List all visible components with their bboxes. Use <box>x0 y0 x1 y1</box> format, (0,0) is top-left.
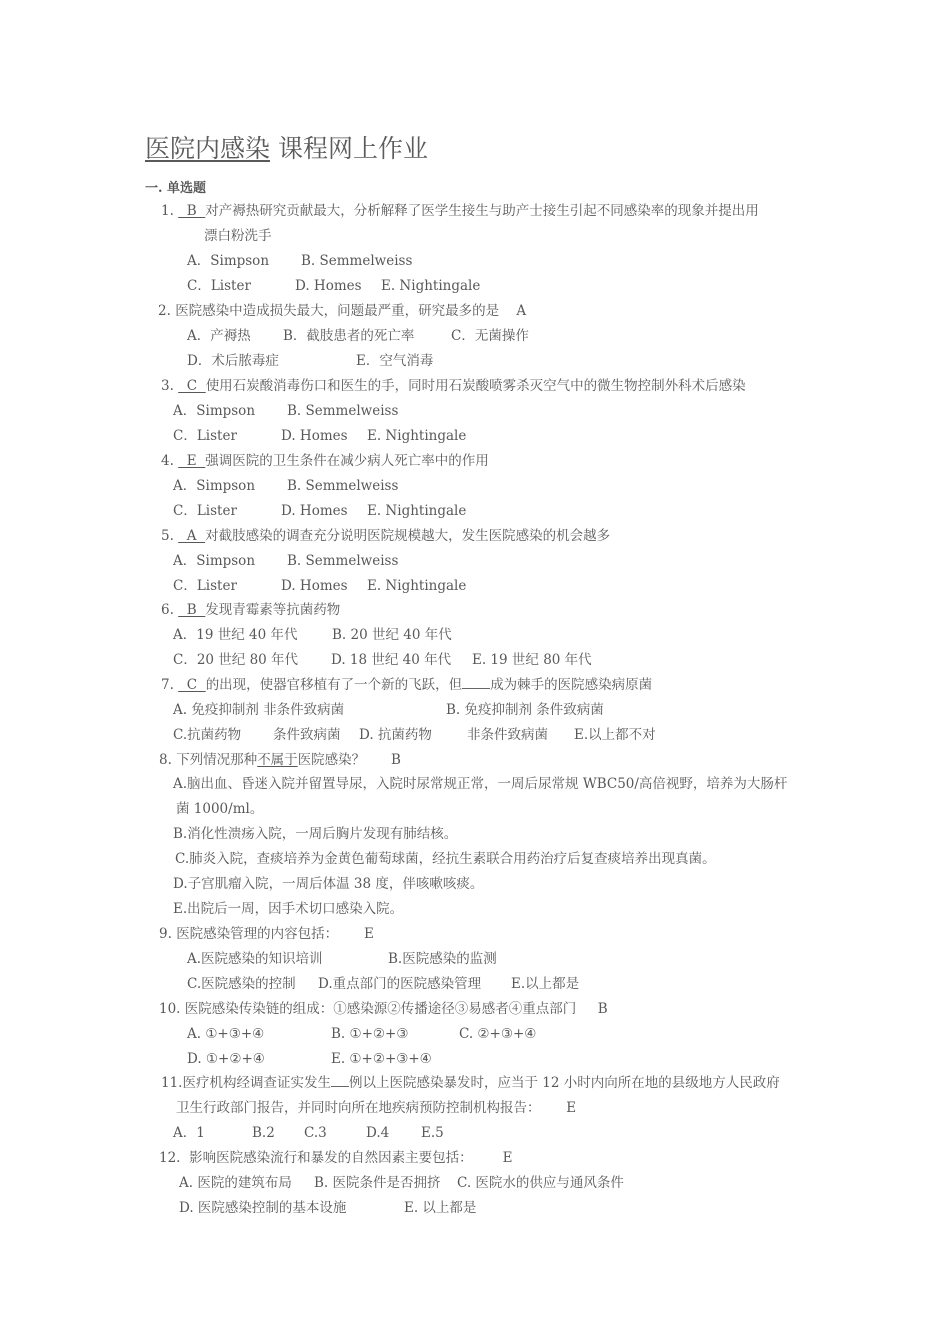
question-text: 医院感染中造成损失最大，问题最严重，研究最多的是 <box>175 303 500 319</box>
question-number: 10. <box>159 1001 181 1017</box>
option-a: A．19 世纪 40 年代 <box>173 627 298 643</box>
answer-blank: B <box>178 602 206 618</box>
question-11 <box>161 1074 780 1092</box>
option-e: E. Nightingale <box>381 278 481 294</box>
option-b: B. 医院条件是否拥挤 <box>314 1175 441 1191</box>
question-number: 11. <box>161 1075 183 1091</box>
option-a: A．Simpson <box>187 253 270 269</box>
option-e: E. Nightingale <box>367 503 467 519</box>
option-c: C. ②+③+④ <box>459 1026 537 1042</box>
question-number: 2. <box>158 303 171 319</box>
option-c: C.肺炎入院，查痰培养为金黄色葡萄球菌，经抗生素联合用药治疗后复查痰培养出现真菌。 <box>175 851 716 867</box>
page-title <box>145 131 428 167</box>
question-11-line2 <box>176 1099 576 1117</box>
question-text-cont: 成为棘手的医院感染病原菌 <box>490 677 653 693</box>
option-b: B. Semmelweiss <box>287 553 399 569</box>
option-b: B．截肢患者的死亡率 <box>283 328 415 344</box>
option-e: E．空气消毒 <box>356 353 434 369</box>
option-c: C.医院感染的控制 <box>187 976 296 992</box>
question-number: 6. <box>161 602 174 618</box>
question-text: 使用石炭酸消毒伤口和医生的手，同时用石炭酸喷雾杀灭空气中的微生物控制外科术后感染 <box>205 378 746 394</box>
option-b: B. Semmelweiss <box>287 403 399 419</box>
option-d: D. Homes <box>281 503 348 519</box>
option-e: E.出院后一周，因手术切口感染入院。 <box>173 901 404 917</box>
option-d: D. ①+②+④ <box>187 1051 265 1067</box>
question-text: 医疗机构经调查证实发生 <box>182 1075 331 1091</box>
option-a: A．Simpson <box>173 403 256 419</box>
question-text: 对产褥热研究贡献最大，分析解释了医学生接生与助产士接生引起不同感染率的现象并提出用 <box>205 203 759 219</box>
question-text-cont: 漂白粉洗手 <box>204 228 272 244</box>
option-a: A．Simpson <box>173 478 256 494</box>
answer-text: E <box>363 926 374 942</box>
option-b: B.消化性溃疡入院，一周后胸片发现有肺结核。 <box>173 826 458 842</box>
option-d: D．术后脓毒症 <box>187 353 279 369</box>
answer-blank: A <box>178 528 206 544</box>
option-c-detail: 条件致病菌 <box>273 727 341 743</box>
option-e: E. ①+②+③+④ <box>331 1051 432 1067</box>
option-c: C．无菌操作 <box>451 328 529 344</box>
question-text: 强调医院的卫生条件在减少病人死亡率中的作用 <box>205 453 489 469</box>
option-d: D. 医院感染控制的基本设施 <box>179 1200 347 1216</box>
question-text: 的出现，使器官移植有了一个新的飞跃，但 <box>205 677 463 693</box>
option-e: E. 以上都是 <box>404 1200 477 1216</box>
option-c: C．Lister <box>173 428 237 444</box>
question-text-emphasis: 不属于 <box>257 752 298 768</box>
option-c: C. 医院水的供应与通风条件 <box>457 1175 624 1191</box>
option-d: D. Homes <box>295 278 362 294</box>
question-6 <box>161 601 340 619</box>
question-7 <box>161 676 652 694</box>
option-c: C．20 世纪 80 年代 <box>173 652 299 668</box>
question-number: 4. <box>161 453 174 469</box>
option-c: C.3 <box>304 1125 327 1141</box>
option-d: D. Homes <box>281 578 348 594</box>
option-c: C．Lister <box>187 278 251 294</box>
option-b: B. Semmelweiss <box>301 253 413 269</box>
option-a: A. ①+③+④ <box>187 1026 265 1042</box>
title-rest: 课程网上作业 <box>270 134 428 163</box>
option-a: A．1 <box>173 1125 205 1141</box>
option-d: D.4 <box>366 1125 390 1141</box>
option-a: A. 医院的建筑布局 <box>179 1175 292 1191</box>
question-text: 医院感染传染链的组成：①感染源②传播途径③易感者④重点部门 <box>184 1001 577 1017</box>
question-5 <box>161 527 610 545</box>
question-number: 1. <box>161 203 174 219</box>
option-d-detail: 非条件致病菌 <box>467 727 548 743</box>
question-number: 7. <box>161 677 174 693</box>
question-text: 对截肢感染的调查充分说明医院规模越大，发生医院感染的机会越多 <box>205 528 611 544</box>
option-d: D. 18 世纪 40 年代 <box>331 652 452 668</box>
question-text-end: 卫生行政部门报告，并同时向所在地疾病预防控制机构报告： <box>176 1100 541 1116</box>
fill-blank <box>462 676 490 689</box>
option-b: B. Semmelweiss <box>287 478 399 494</box>
option-e: E. Nightingale <box>367 428 467 444</box>
option-d: D.子宫肌瘤入院，一周后体温 38 度，伴咳嗽咳痰。 <box>173 876 484 892</box>
option-b: B. 20 世纪 40 年代 <box>332 627 452 643</box>
answer-text: B <box>597 1001 608 1017</box>
answer-text: E <box>502 1150 513 1166</box>
option-e: E.以上都不对 <box>574 727 656 743</box>
option-b: B. 免疫抑制剂 条件致病菌 <box>446 702 604 718</box>
answer-blank: C <box>178 677 206 693</box>
question-2 <box>158 302 526 320</box>
option-a: A.医院感染的知识培训 <box>187 951 323 967</box>
answer-blank: B <box>178 203 206 219</box>
option-e: E. Nightingale <box>367 578 467 594</box>
section-heading: 一. 单选题 <box>145 181 207 196</box>
question-number: 12. <box>159 1150 181 1166</box>
option-c: C．Lister <box>173 503 237 519</box>
option-c: C.抗菌药物 <box>173 727 242 743</box>
answer-blank: E <box>178 453 206 469</box>
question-4 <box>161 452 489 470</box>
option-d: D. 抗菌药物 <box>359 727 432 743</box>
option-d: D. Homes <box>281 428 348 444</box>
option-a-cont: 菌 1000/ml。 <box>176 801 264 817</box>
question-3 <box>161 377 746 395</box>
option-b: B.医院感染的监测 <box>388 951 497 967</box>
question-text: 下列情况那种 <box>176 752 258 768</box>
title-underlined-part: 医院内感染 <box>145 134 271 163</box>
fill-blank <box>331 1074 349 1087</box>
question-text: 发现青霉素等抗菌药物 <box>205 602 341 618</box>
option-b: B.2 <box>252 1125 275 1141</box>
option-a: A．Simpson <box>173 553 256 569</box>
answer-text: B <box>390 752 401 768</box>
question-10 <box>159 1000 608 1018</box>
answer-text: A <box>516 303 527 319</box>
answer-text: E <box>566 1100 577 1116</box>
question-number: 5. <box>161 528 174 544</box>
question-1 <box>161 202 759 220</box>
question-number: 9. <box>159 926 172 942</box>
option-a: A.脑出血、昏迷入院并留置导尿，入院时尿常规正常，一周后尿常规 WBC50/高倍视野，培养为大肠杆 <box>173 776 788 792</box>
question-text: 医院感染管理的内容包括： <box>176 926 339 942</box>
question-number: 3. <box>161 378 174 394</box>
option-e: E. 19 世纪 80 年代 <box>472 652 592 668</box>
question-number: 8. <box>159 752 172 768</box>
question-text: 影响医院感染流行和暴发的自然因素主要包括： <box>189 1150 473 1166</box>
option-e: E.以上都是 <box>511 976 580 992</box>
option-a: A．产褥热 <box>187 328 251 344</box>
answer-blank: C <box>178 378 206 394</box>
question-8 <box>159 751 401 769</box>
question-text-cont: 例以上医院感染暴发时，应当于 12 小时内向所在地的县级地方人民政府 <box>348 1075 780 1091</box>
question-9 <box>159 925 374 943</box>
option-e: E.5 <box>421 1125 444 1141</box>
option-a: A. 免疫抑制剂 非条件致病菌 <box>173 702 345 718</box>
question-text-end: 医院感染？ <box>297 752 366 768</box>
question-12 <box>159 1149 512 1167</box>
option-b: B. ①+②+③ <box>331 1026 409 1042</box>
option-c: C．Lister <box>173 578 237 594</box>
option-d: D.重点部门的医院感染管理 <box>318 976 482 992</box>
